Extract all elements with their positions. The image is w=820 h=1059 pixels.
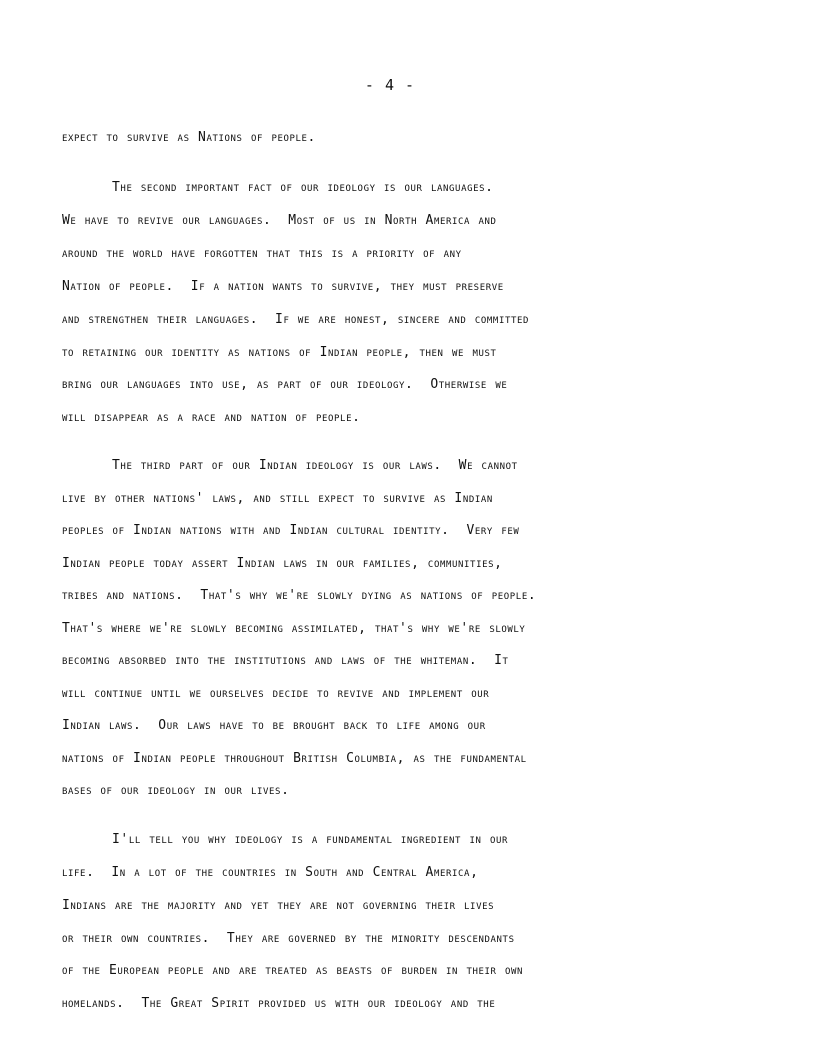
text-line: tribes and nations. That's why we're slowly dying as nations of people.	[62, 588, 537, 603]
text-line: life. In a lot of the countries in South and Central America,	[62, 865, 479, 880]
text-line: Indians are the majority and yet they are not governing their lives	[62, 898, 495, 913]
page-number: - 4 -	[364, 76, 416, 94]
text-line: will disappear as a race and nation of people.	[62, 410, 361, 425]
text-line: The third part of our Indian ideology is our laws. We cannot	[112, 458, 518, 473]
text-line: Indian laws. Our laws have to be brought back to life among our	[62, 718, 486, 733]
text-line: peoples of Indian nations with and Indian cultural identity. Very few	[62, 523, 520, 538]
text-line: Indian people today assert Indian laws in our families, communities,	[62, 556, 503, 571]
text-line: bases of our ideology in our lives.	[62, 783, 290, 798]
text-line: The second important fact of our ideology is our languages.	[112, 180, 494, 195]
text-line: will continue until we ourselves decide to revive and implement our	[62, 686, 490, 701]
text-line: homelands. The Great Spirit provided us with our ideology and the	[62, 996, 496, 1011]
text-line: expect to survive as Nations of people.	[62, 130, 316, 145]
text-line: to retaining our identity as nations of Indian people, then we must	[62, 345, 497, 360]
text-line: of the European people and are treated as beasts of burden in their own	[62, 963, 524, 978]
text-line: Nation of people. If a nation wants to survive, they must preserve	[62, 279, 504, 294]
text-line: and strengthen their languages. If we are honest, sincere and committed	[62, 312, 530, 327]
text-line: nations of Indian people throughout British Columbia, as the fundamental	[62, 751, 527, 766]
text-line: or their own countries. They are governed by the minority descendants	[62, 931, 515, 946]
text-line: That's where we're slowly becoming assimilated, that's why we're slowly	[62, 621, 526, 636]
text-line: around the world have forgotten that this is a priority of any	[62, 246, 462, 261]
text-line: bring our languages into use, as part of our ideology. Otherwise we	[62, 377, 508, 392]
text-line: We have to revive our languages. Most of us in North America and	[62, 213, 497, 228]
text-line: becoming absorbed into the institutions and laws of the whiteman. It	[62, 653, 509, 668]
text-line: I'll tell you why ideology is a fundamental ingredient in our	[112, 832, 509, 847]
text-line: live by other nations' laws, and still expect to survive as Indian	[62, 491, 493, 506]
